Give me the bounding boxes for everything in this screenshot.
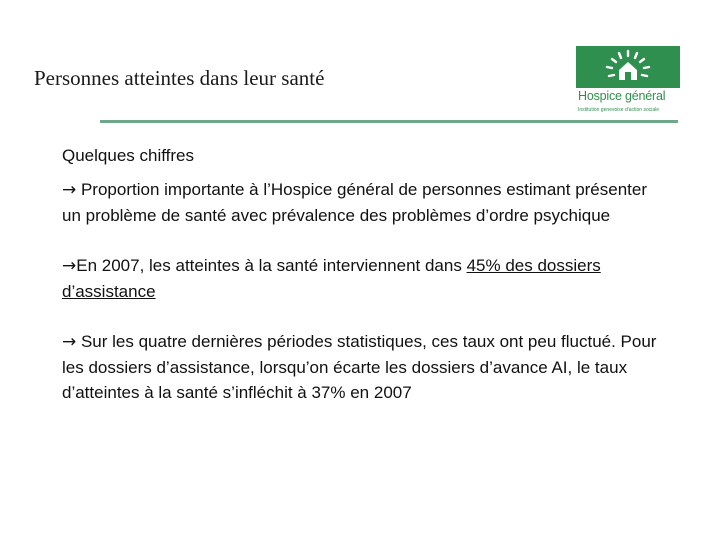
slide-content [62,143,662,405]
arrow-right-icon: → [62,256,77,276]
house-sun-icon [576,46,680,88]
underlined-figure: 45% des dossiers d’assistance [62,256,601,301]
bullet-2007 [62,253,662,304]
hospice-general-logo [576,46,680,120]
section-heading: Quelques chiffres [62,146,194,165]
bullet-text: En 2007, les atteintes à la santé interviennent dans [76,256,467,275]
slide-title: Personnes atteintes dans leur santé [34,66,325,90]
title-divider [100,120,678,123]
bullet-text: Proportion importante à l’Hospice général de personnes estimant présenter un problème de santé avec prévalence des problèmes d’ordre psychique [62,180,648,225]
logo-tagline: Institution genevoise d'action sociale [578,107,660,113]
arrow-right-icon: → [62,332,77,352]
logo-name: Hospice général [578,89,666,103]
bullet-proportion [62,177,662,228]
bullet-text: Sur les quatre dernières périodes statistiques, ces taux ont peu fluctué. Pour les dossiers d’assistance, lorsqu’on écarte les dossiers d’avance AI, le taux d’atteintes à la santé s’infléchit à 37% en 2007 [62,332,657,402]
logo-emblem [576,46,680,88]
arrow-right-icon: → [62,180,77,200]
bullet-periods [62,329,662,405]
